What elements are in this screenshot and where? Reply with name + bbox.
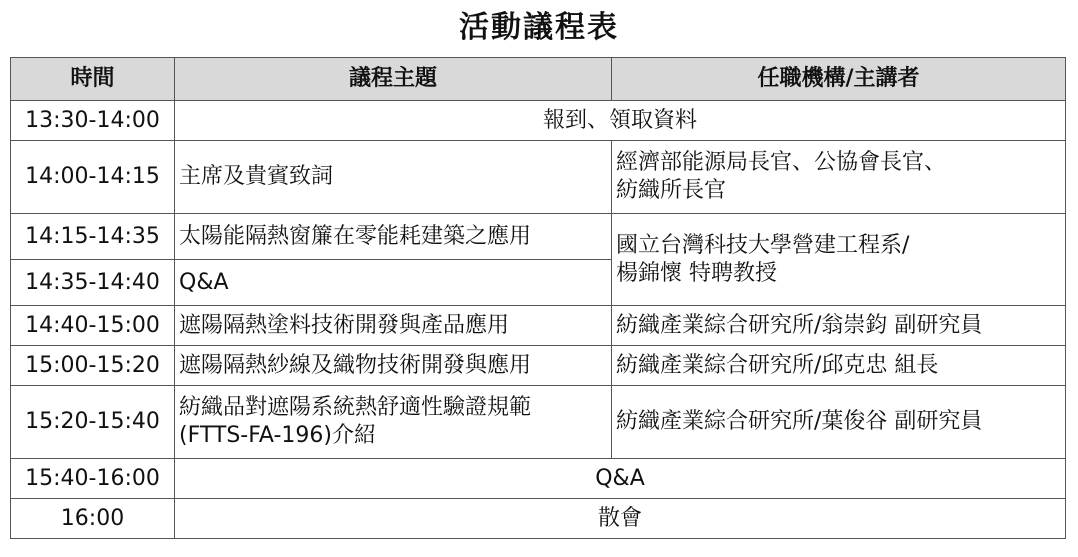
merged-cell: 報到、領取資料	[175, 101, 1066, 141]
table-row	[11, 214, 1066, 260]
table-row	[11, 306, 1066, 346]
header-time: 時間	[11, 58, 175, 101]
time-cell: 15:20-15:40	[11, 386, 175, 459]
time-cell: 14:00-14:15	[11, 141, 175, 214]
time-cell: 15:00-15:20	[11, 346, 175, 386]
org-cell: 紡織產業綜合研究所/翁崇鈞 副研究員	[612, 306, 1066, 346]
org-line: 國立台灣科技大學營建工程系/	[616, 232, 910, 258]
topic-line: (FTTS-FA-196)介紹	[179, 423, 376, 448]
agenda-table	[10, 57, 1066, 539]
time-cell: 13:30-14:00	[11, 101, 175, 141]
time-cell: 14:15-14:35	[11, 214, 175, 260]
org-line: 經濟部能源局長官、公協會長官、	[616, 150, 947, 175]
time-cell: 14:35-14:40	[11, 260, 175, 306]
merged-cell: Q&A	[175, 459, 1066, 499]
header-row	[11, 58, 1066, 101]
org-cell	[612, 141, 1066, 214]
org-cell: 紡織產業綜合研究所/葉俊谷 副研究員	[612, 386, 1066, 459]
topic-cell: 遮陽隔熱塗料技術開發與產品應用	[175, 306, 612, 346]
header-org: 任職機構/主講者	[612, 58, 1066, 101]
time-cell: 15:40-16:00	[11, 459, 175, 499]
topic-cell: 主席及貴賓致詞	[175, 141, 612, 214]
table-row	[11, 101, 1066, 141]
org-cell	[612, 214, 1066, 306]
table-row	[11, 459, 1066, 499]
merged-cell: 散會	[175, 499, 1066, 539]
topic-cell	[175, 386, 612, 459]
topic-line: 紡織品對遮陽系統熱舒適性驗證規範	[179, 395, 532, 420]
org-line: 紡織所長官	[616, 178, 727, 203]
header-topic: 議程主題	[175, 58, 612, 101]
table-row	[11, 141, 1066, 214]
topic-cell: 太陽能隔熱窗簾在零能耗建築之應用	[175, 214, 612, 260]
page-title: 活動議程表	[459, 10, 619, 45]
topic-cell: Q&A	[175, 260, 612, 306]
topic-cell: 遮陽隔熱紗線及織物技術開發與應用	[175, 346, 612, 386]
time-cell: 16:00	[11, 499, 175, 539]
org-line: 楊錦懷 特聘教授	[616, 260, 777, 286]
table-row	[11, 499, 1066, 539]
table-row	[11, 386, 1066, 459]
org-cell: 紡織產業綜合研究所/邱克忠 組長	[612, 346, 1066, 386]
time-cell: 14:40-15:00	[11, 306, 175, 346]
table-row	[11, 346, 1066, 386]
